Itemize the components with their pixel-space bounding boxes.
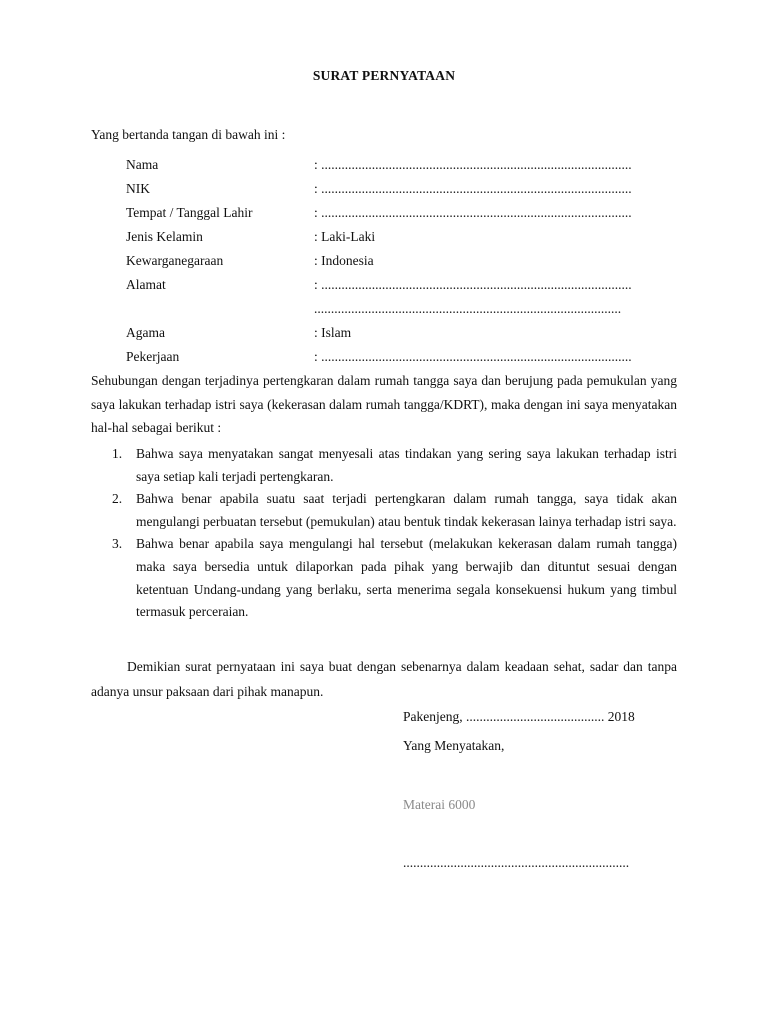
field-value: : ............................................................................................ xyxy=(314,181,632,196)
field-label: Jenis Kelamin xyxy=(126,229,203,244)
field-value: : ............................................................................................ xyxy=(314,277,632,292)
field-value: : Indonesia xyxy=(314,253,374,268)
field-row-alamat-continued xyxy=(126,297,686,321)
field-label: Kewarganegaraan xyxy=(126,253,224,268)
field-label: Nama xyxy=(126,157,159,172)
closing-paragraph: Demikian surat pernyataan ini saya buat dengan sebenarnya dalam keadaan sehat, sadar dan tanpa adanya unsur paksaan dari pihak manapun. xyxy=(91,659,677,699)
intro-text: Yang bertanda tangan di bawah ini : xyxy=(91,127,286,142)
field-row-kewarganegaraan xyxy=(126,249,686,273)
field-row-alamat xyxy=(126,273,686,297)
list-item xyxy=(91,443,677,488)
field-row-jenis-kelamin xyxy=(126,225,686,249)
list-item-text: Bahwa saya menyatakan sangat menyesali atas tindakan yang sering saya lakukan terhadap istri saya setiap kali terjadi pertengkaran. xyxy=(136,446,677,484)
field-label: Alamat xyxy=(126,277,166,292)
field-label: Tempat / Tanggal Lahir xyxy=(126,205,253,220)
field-label: Pekerjaan xyxy=(126,349,180,364)
list-number: 2. xyxy=(112,491,123,507)
field-row-nik xyxy=(126,177,686,201)
field-value: : Laki-Laki xyxy=(314,229,376,244)
field-value: : ............................................................................................ xyxy=(314,205,632,220)
field-label: Agama xyxy=(126,325,165,340)
field-value: : ............................................................................................ xyxy=(314,349,632,364)
statement-list xyxy=(91,443,677,624)
list-item xyxy=(91,533,677,623)
signature-line: ................................................................... xyxy=(403,855,630,870)
place-date: Pakenjeng, ......................................... 2018 xyxy=(403,709,635,724)
list-item-text: Bahwa benar apabila suatu saat terjadi pertengkaran dalam rumah tangga, saya tidak akan mengulangi perbuatan tersebut (pemukulan) atau bentuk tindak kekerasan lainya terhadap istri saya. xyxy=(136,491,677,529)
field-value: : Islam xyxy=(314,325,352,340)
field-row-pekerjaan xyxy=(126,345,686,369)
identity-fields xyxy=(126,153,686,369)
stamp-placeholder: Materai 6000 xyxy=(403,797,476,812)
list-number: 3. xyxy=(112,536,123,552)
list-item-text: Bahwa benar apabila saya mengulangi hal tersebut (melakukan kekerasan dalam rumah tangga) maka saya bersedia untuk dilaporkan pada pihak yang berwajib dan dituntut sesuai dengan ketentuan Undang-undang yang berlaku, serta menerima segala konsekuensi hukum yang timbul termasuk perceraian. xyxy=(136,536,677,620)
field-value: ........................................................................................... xyxy=(314,301,622,316)
field-row-tempat-tanggal-lahir xyxy=(126,201,686,225)
field-row-agama xyxy=(126,321,686,345)
list-item xyxy=(91,488,677,533)
list-number: 1. xyxy=(112,446,123,461)
declarant-label: Yang Menyatakan, xyxy=(403,738,505,753)
field-row-nama xyxy=(126,153,686,177)
field-label: NIK xyxy=(126,181,150,196)
document-title: SURAT PERNYATAAN xyxy=(312,68,456,83)
statement-paragraph: Sehubungan dengan terjadinya pertengkaran dalam rumah tangga saya dan berujung pada pemukulan yang saya lakukan terhadap istri saya (kekerasan dalam rumah tangga/KDRT), maka dengan ini saya menyatakan hal-hal sebagai berikut : xyxy=(91,373,677,435)
field-value: : ............................................................................................ xyxy=(314,157,632,172)
